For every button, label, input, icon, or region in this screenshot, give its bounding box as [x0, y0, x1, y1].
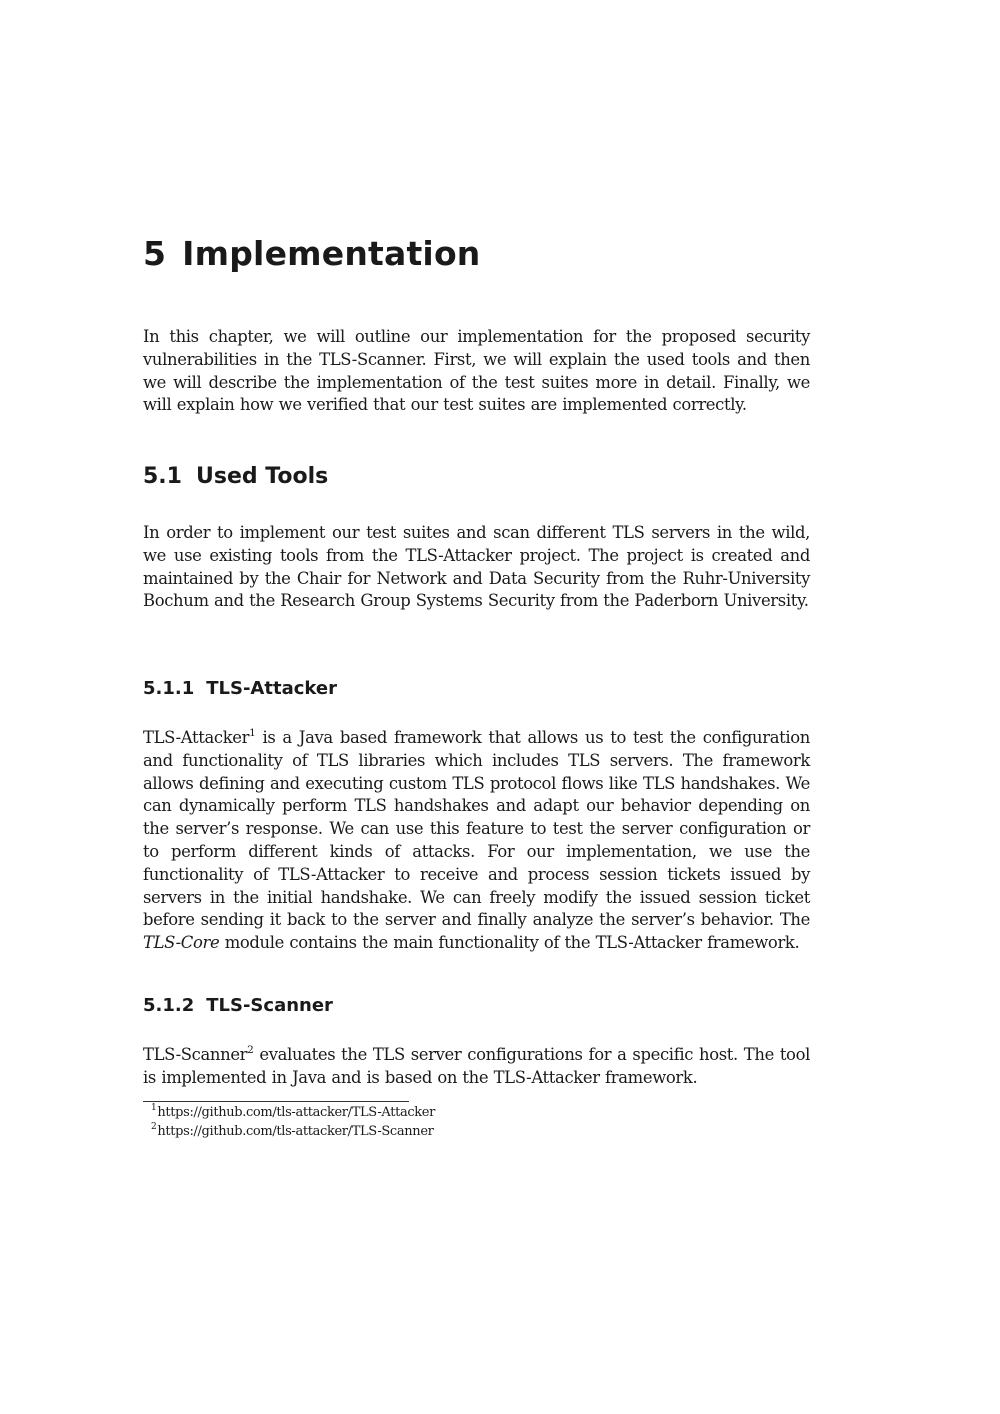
- subsection-number: 5.1.1: [143, 678, 195, 699]
- footnote-divider: [143, 1101, 409, 1102]
- footnote-mark: 1: [151, 1102, 157, 1113]
- section-number: 5.1: [143, 464, 182, 489]
- chapter-intro-paragraph: In this chapter, we will outline our implementation for the proposed security vulnerabilities in the TLS-Scanner. First, we will explain the used tools and then we will describe the implementation of the test suites more in detail. Finally, we will explain how we verified that our test suites are implemented correctly.: [143, 327, 810, 415]
- tls-scanner-text: evaluates the TLS server configurations for a specific host. The tool is implemented in Java and is based on the TLS-Attacker framework.: [143, 1045, 810, 1087]
- tls-attacker-text-1: is a Java based framework that allows us to test the configuration and functionality of TLS libraries which includes TLS servers. The framework allows defining and executing custom TLS protocol flows like TLS handshakes. We can dynamically perform TLS handshakes and adapt our behavior depending on the server’s response. We can use this feature to test the server configuration or to perform different kinds of attacks. For our implementation, we use the functionality of TLS-Attacker to receive and process session tickets issued by servers in the initial handshake. We can freely modify the issued session ticket before sending it back to the server and finally analyze the server’s behavior. The: [143, 728, 810, 930]
- footnote-link-tls-scanner[interactable]: https://github.com/tls-attacker/TLS-Scanner: [157, 1124, 434, 1139]
- chapter-number: 5: [143, 234, 167, 273]
- tls-attacker-paragraph: [143, 727, 810, 955]
- subsection-title-text: TLS-Scanner: [206, 995, 333, 1016]
- tls-attacker-text-2: module contains the main functionality of the TLS-Attacker framework.: [219, 933, 800, 953]
- footnote-ref-1[interactable]: 1: [249, 726, 256, 739]
- tls-scanner-term: TLS-Scanner: [143, 1045, 248, 1064]
- chapter-title: [143, 232, 481, 276]
- footnote-mark: 2: [151, 1121, 157, 1132]
- subsection-title-text: TLS-Attacker: [206, 678, 337, 699]
- chapter-title-text: Implementation: [182, 234, 481, 273]
- footnote-link-tls-attacker[interactable]: https://github.com/tls-attacker/TLS-Attacker: [157, 1105, 436, 1120]
- section-heading-used-tools: [143, 462, 328, 492]
- footnote-1: [143, 1104, 435, 1122]
- tls-scanner-paragraph: [143, 1044, 810, 1090]
- subsection-heading-tls-attacker: [143, 677, 337, 701]
- tls-core-emphasis: TLS-Core: [143, 933, 220, 953]
- footnote-ref-2[interactable]: 2: [247, 1043, 254, 1056]
- tls-attacker-term: TLS-Attacker: [143, 728, 250, 747]
- subsection-number: 5.1.2: [143, 995, 195, 1016]
- used-tools-paragraph: In order to implement our test suites and scan different TLS servers in the wild, we use existing tools from the TLS-Attacker project. The project is created and maintained by the Chair for Network and Data Security from the Ruhr-University Bochum and the Research Group Systems Security from the Paderborn University.: [143, 523, 810, 611]
- subsection-heading-tls-scanner: [143, 994, 333, 1018]
- section-title-text: Used Tools: [195, 464, 329, 489]
- footnote-2: [143, 1123, 434, 1141]
